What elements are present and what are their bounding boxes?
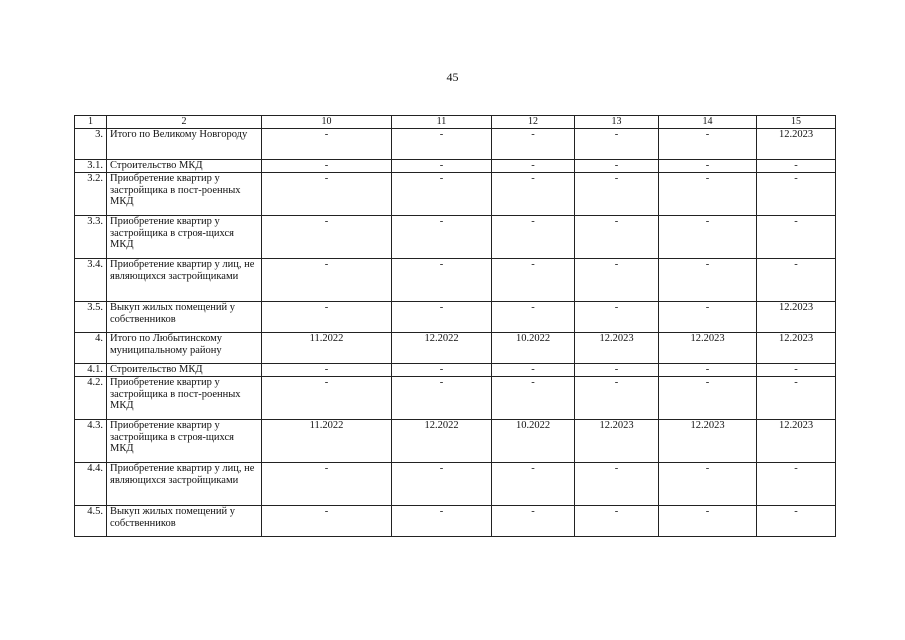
row-value: -: [262, 463, 392, 506]
row-name: Приобретение квартир у застройщика в пост-роенных МКД: [107, 377, 262, 420]
row-value: 12.2023: [757, 302, 836, 333]
row-value: -: [659, 216, 757, 259]
row-value: 12.2023: [757, 333, 836, 364]
row-value: -: [757, 160, 836, 173]
row-value: -: [757, 216, 836, 259]
row-value: -: [392, 364, 492, 377]
row-value: -: [392, 259, 492, 302]
row-value: -: [575, 129, 659, 160]
row-value: -: [392, 173, 492, 216]
table-row: [75, 160, 836, 173]
row-name: Итого по Великому Новгороду: [107, 129, 262, 160]
row-value: -: [659, 173, 757, 216]
row-value: -: [262, 173, 392, 216]
row-number: 3.2.: [75, 173, 107, 216]
table-row: [75, 463, 836, 506]
row-value: 10.2022: [492, 333, 575, 364]
row-name: Итого по Любытинскому муниципальному району: [107, 333, 262, 364]
row-value: -: [659, 160, 757, 173]
row-value: -: [575, 173, 659, 216]
row-value: -: [262, 302, 392, 333]
header-cell: 11: [392, 116, 492, 129]
row-name: Приобретение квартир у застройщика в строя-щихся МКД: [107, 216, 262, 259]
row-value: -: [492, 364, 575, 377]
row-number: 3.5.: [75, 302, 107, 333]
row-value: -: [392, 302, 492, 333]
row-value: -: [757, 364, 836, 377]
row-value: -: [659, 463, 757, 506]
row-value: -: [492, 506, 575, 537]
row-value: 11.2022: [262, 420, 392, 463]
header-row: [75, 116, 836, 129]
row-number: 3.4.: [75, 259, 107, 302]
row-value: -: [392, 463, 492, 506]
row-value: -: [575, 160, 659, 173]
row-value: 12.2023: [659, 333, 757, 364]
row-name: Приобретение квартир у лиц, не являющихся застройщиками: [107, 259, 262, 302]
row-number: 4.3.: [75, 420, 107, 463]
row-name: Строительство МКД: [107, 364, 262, 377]
row-value: -: [575, 259, 659, 302]
row-value: 12.2023: [575, 420, 659, 463]
row-value: -: [492, 377, 575, 420]
row-number: 4.1.: [75, 364, 107, 377]
row-value: -: [757, 506, 836, 537]
schedule-table: [74, 115, 836, 537]
row-value: -: [492, 302, 575, 333]
row-value: -: [575, 364, 659, 377]
table-row: [75, 420, 836, 463]
row-value: -: [392, 377, 492, 420]
row-value: -: [575, 216, 659, 259]
page-number: 45: [446, 70, 459, 84]
row-value: 12.2023: [659, 420, 757, 463]
row-number: 3.1.: [75, 160, 107, 173]
row-value: 12.2023: [575, 333, 659, 364]
row-value: 10.2022: [492, 420, 575, 463]
row-value: -: [757, 377, 836, 420]
row-value: -: [392, 160, 492, 173]
row-number: 4.4.: [75, 463, 107, 506]
row-number: 4.5.: [75, 506, 107, 537]
row-value: -: [262, 129, 392, 160]
row-number: 3.3.: [75, 216, 107, 259]
row-value: -: [659, 259, 757, 302]
row-value: 12.2022: [392, 333, 492, 364]
row-value: -: [492, 129, 575, 160]
header-cell: 2: [107, 116, 262, 129]
row-value: -: [757, 259, 836, 302]
row-value: -: [575, 463, 659, 506]
row-value: -: [492, 160, 575, 173]
row-name: Приобретение квартир у застройщика в пост-роенных МКД: [107, 173, 262, 216]
row-value: -: [262, 364, 392, 377]
row-number: 4.2.: [75, 377, 107, 420]
table-row: [75, 129, 836, 160]
header-cell: 12: [492, 116, 575, 129]
header-cell: 13: [575, 116, 659, 129]
row-name: Выкуп жилых помещений у собственников: [107, 302, 262, 333]
header-cell: 15: [757, 116, 836, 129]
row-value: 12.2023: [757, 420, 836, 463]
header-cell: 14: [659, 116, 757, 129]
row-number: 3.: [75, 129, 107, 160]
header-cell: 1: [75, 116, 107, 129]
row-value: -: [262, 216, 392, 259]
row-name: Приобретение квартир у лиц, не являющихся застройщиками: [107, 463, 262, 506]
table-body: [75, 129, 836, 537]
row-name: Приобретение квартир у застройщика в строя-щихся МКД: [107, 420, 262, 463]
header-cell: 10: [262, 116, 392, 129]
row-value: 12.2022: [392, 420, 492, 463]
row-number: 4.: [75, 333, 107, 364]
table-row: [75, 506, 836, 537]
row-value: -: [392, 216, 492, 259]
row-value: -: [659, 377, 757, 420]
row-value: -: [262, 506, 392, 537]
row-value: -: [392, 506, 492, 537]
row-value: -: [262, 160, 392, 173]
table-row: [75, 377, 836, 420]
row-value: -: [262, 259, 392, 302]
row-value: -: [575, 506, 659, 537]
row-value: -: [659, 302, 757, 333]
row-value: -: [492, 259, 575, 302]
row-value: -: [659, 506, 757, 537]
table-row: [75, 333, 836, 364]
row-value: 12.2023: [757, 129, 836, 160]
table-row: [75, 216, 836, 259]
row-value: -: [659, 129, 757, 160]
row-value: -: [262, 377, 392, 420]
row-value: -: [392, 129, 492, 160]
row-value: 11.2022: [262, 333, 392, 364]
table-row: [75, 173, 836, 216]
row-value: -: [492, 173, 575, 216]
table-row: [75, 259, 836, 302]
row-name: Выкуп жилых помещений у собственников: [107, 506, 262, 537]
row-value: -: [575, 377, 659, 420]
row-value: -: [575, 302, 659, 333]
table-row: [75, 302, 836, 333]
row-name: Строительство МКД: [107, 160, 262, 173]
row-value: -: [757, 463, 836, 506]
row-value: -: [659, 364, 757, 377]
table-row: [75, 364, 836, 377]
row-value: -: [757, 173, 836, 216]
row-value: -: [492, 216, 575, 259]
row-value: -: [492, 463, 575, 506]
